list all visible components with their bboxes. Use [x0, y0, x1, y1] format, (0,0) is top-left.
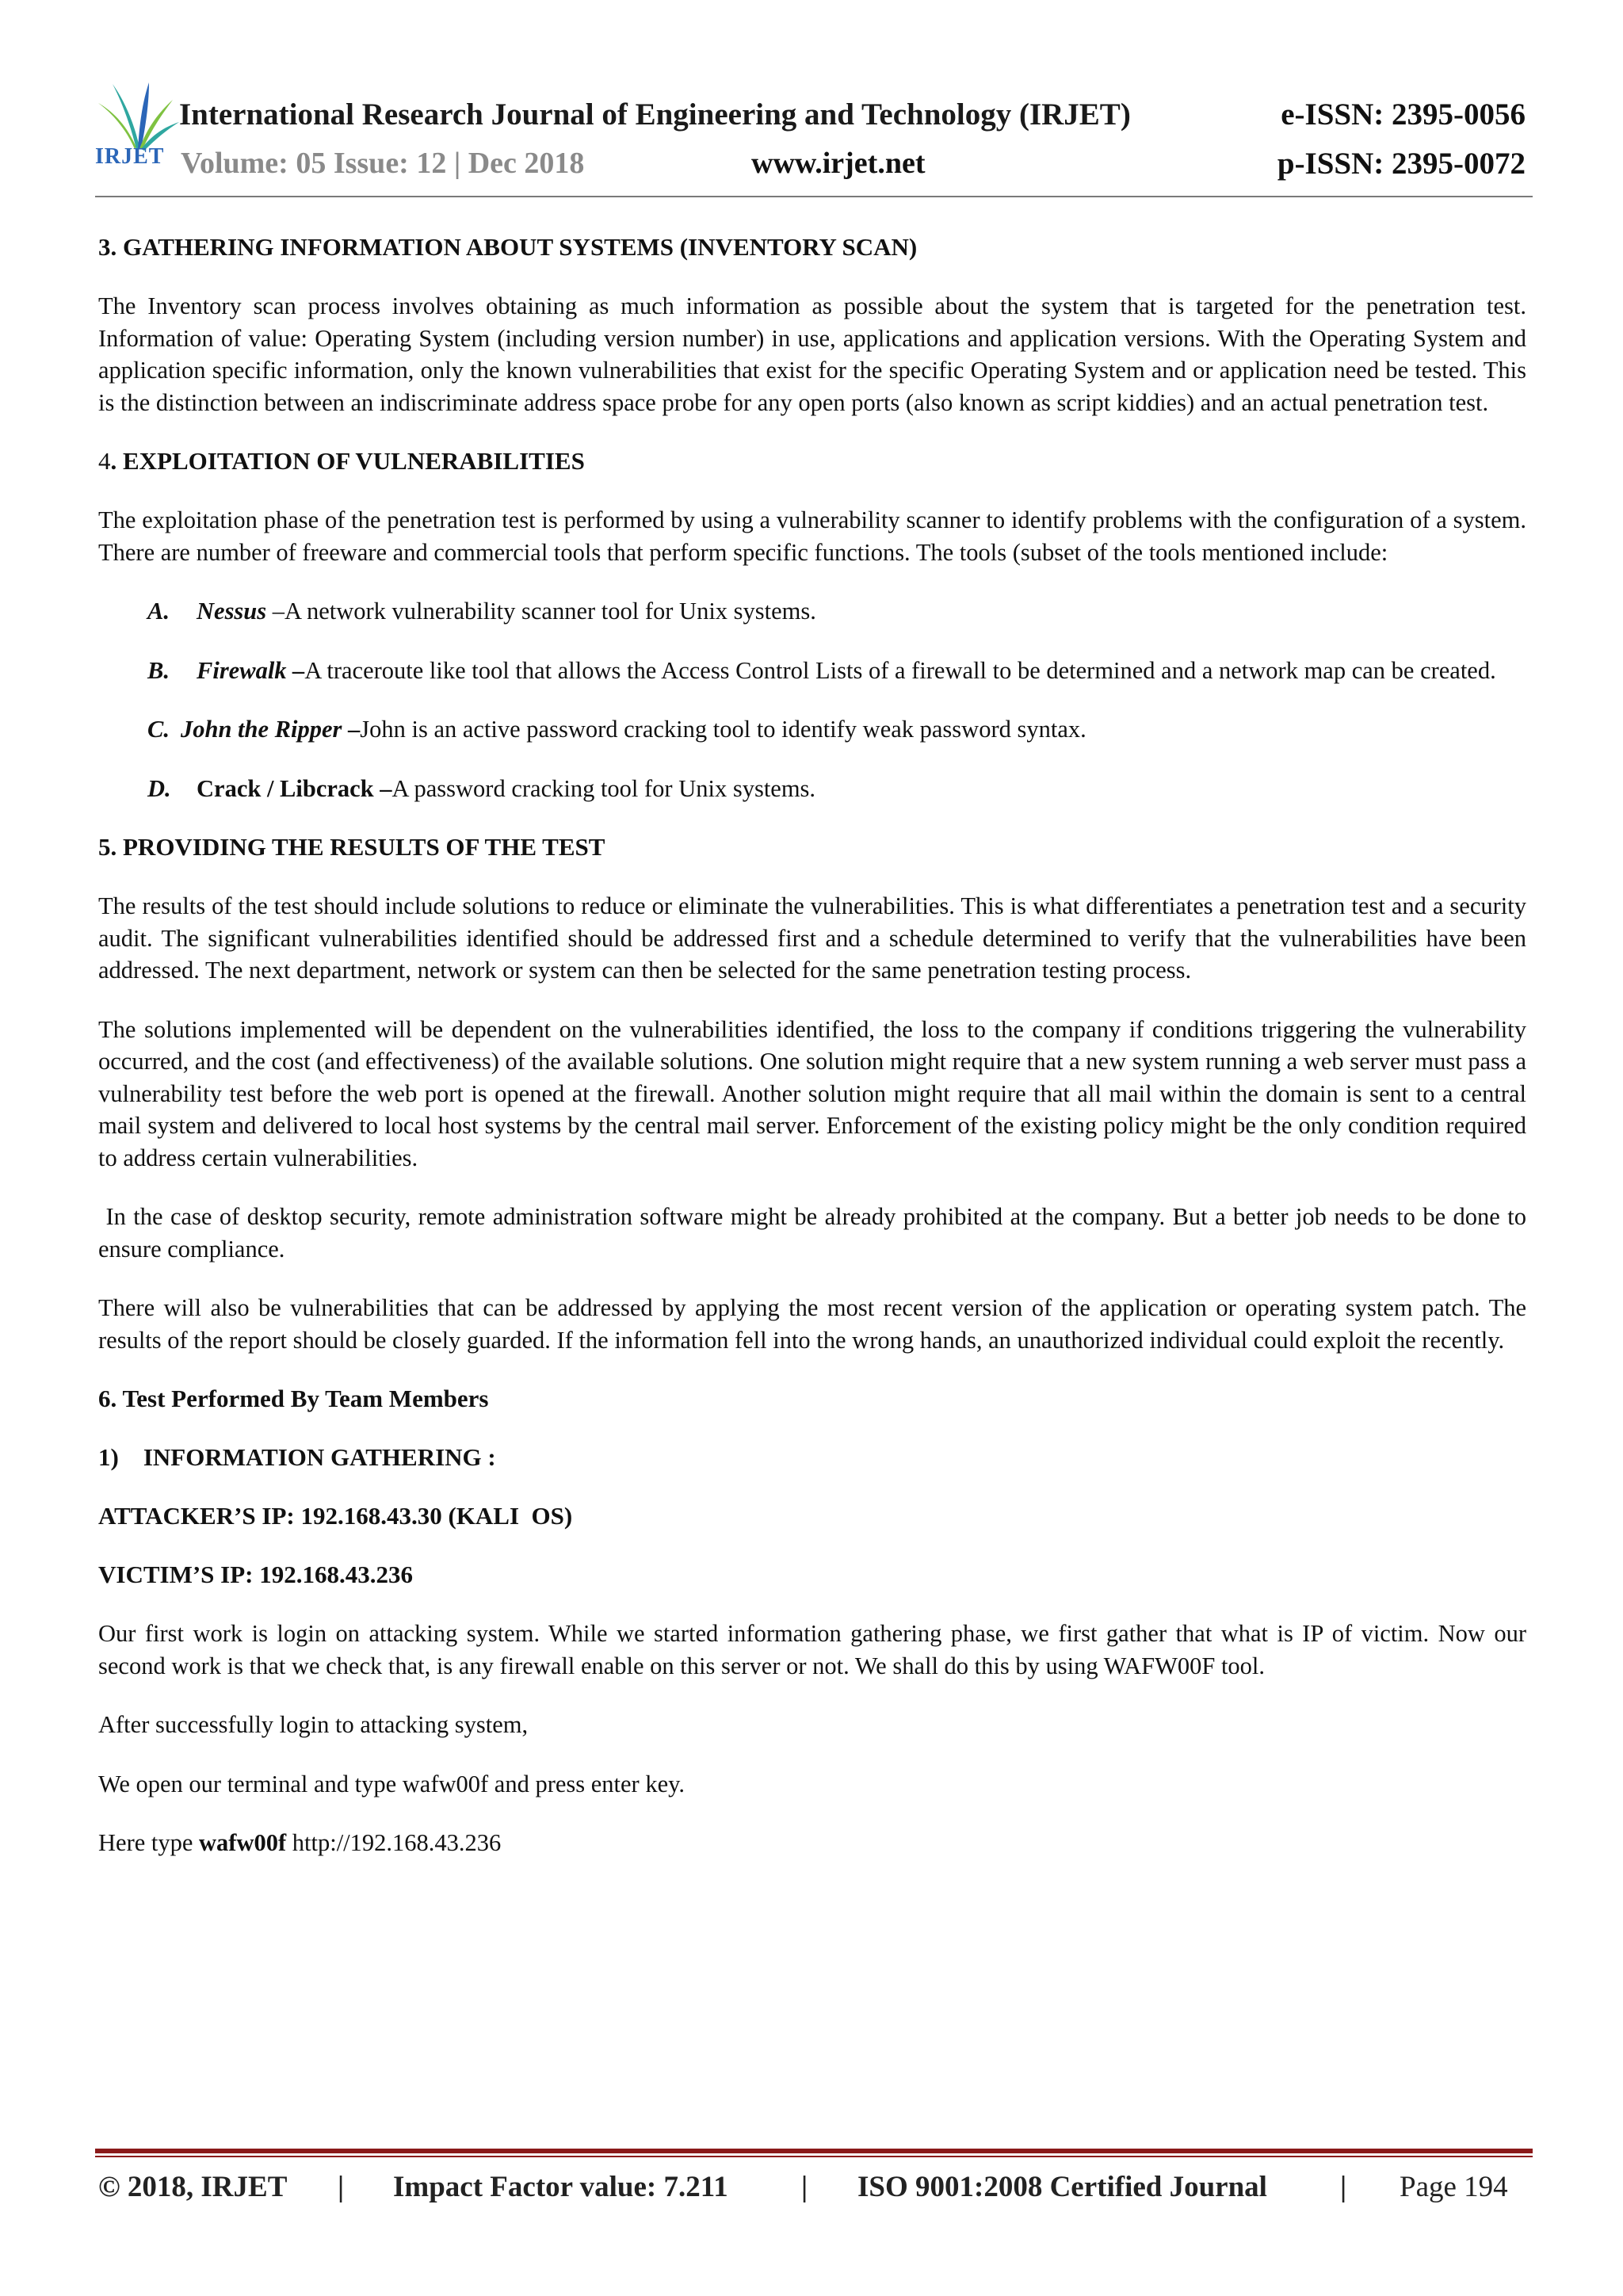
- list-item: [98, 595, 1526, 628]
- list-item: [98, 773, 1526, 805]
- tool-name: Firewalk –: [197, 656, 305, 684]
- tool-separator: –: [342, 716, 361, 743]
- section-5-paragraph-4: There will also be vulnerabilities that can be addressed by applying the most recent version of the application or operating system patch. The results of the report should be closely guarded. If the information fell into the wrong hands, an unauthorized individual could exploit the recently.: [98, 1294, 1526, 1354]
- section-5-paragraph-2: The solutions implemented will be dependent on the vulnerabilities identified, the loss to the company if conditions triggering the vulnerability occurred, and the cost (and effectiveness) of the available solutions. One solution might require that a new system running a web server must pass a vulnerability test before the web port is opened at the firewall. Another solution might require that all mail within the domain is sent to a central mail system and delivered to local host systems by the central mail server. Enforcement of the existing policy might be the only condition required to address certain vulnerabilities.: [98, 1015, 1526, 1171]
- tool-description: A password cracking tool for Unix systems.: [391, 774, 816, 802]
- eissn: e-ISSN: 2395-0056: [1281, 97, 1526, 132]
- section-4-paragraph: The exploitation phase of the penetration test is performed by using a vulnerability scanner to identify problems with the configuration of a system. There are number of freeware and commercial tools that perform specific functions. The tools (subset of the tools mentioned include:: [98, 506, 1526, 566]
- list-marker: A.: [147, 598, 170, 625]
- list-item: [98, 713, 1526, 746]
- footer-separator: |: [338, 2171, 345, 2203]
- subsection-information-gathering: 1) INFORMATION GATHERING :: [98, 1443, 496, 1471]
- section-4-heading: [98, 445, 1526, 477]
- list-marker: C.: [147, 716, 170, 743]
- section-3-paragraph: The Inventory scan process involves obtaining as much information as possible about the system that is targeted for the penetration test. Information of value: Operating System (including version number) in use, applications and application versions. With the Operating System and application specific information, only the known vulnerabilities that exist for the specific Operating System and or application need be tested. This is the distinction between an indiscriminate address space probe for any open ports (also known as script kiddies) and an actual penetration test.: [98, 292, 1526, 416]
- footer-rule-thin: [95, 2156, 1533, 2157]
- footer-separator: |: [801, 2171, 808, 2203]
- footer-iso: ISO 9001:2008 Certified Journal: [857, 2171, 1267, 2203]
- tools-list: [98, 595, 1526, 804]
- victim-ip: VICTIM’S IP: 192.168.43.236: [98, 1561, 413, 1588]
- tool-name: Nessus: [197, 598, 267, 625]
- list-marker: D.: [147, 774, 171, 802]
- section-6-heading: 6. Test Performed By Team Members: [98, 1385, 489, 1412]
- footer-copyright: © 2018, IRJET: [98, 2171, 288, 2203]
- command-name: wafw00f: [199, 1829, 287, 1856]
- tool-description: A traceroute like tool that allows the Access Control Lists of a firewall to be determined and a network map can be created.: [304, 656, 1496, 684]
- leaf-logo-icon: [94, 79, 181, 151]
- command-prefix: Here type: [98, 1829, 200, 1856]
- website-link[interactable]: www.irjet.net: [751, 147, 926, 180]
- pissn: p-ISSN: 2395-0072: [1277, 147, 1526, 181]
- section-5-paragraph-3: In the case of desktop security, remote administration software might be already prohibited at the company. But a better job needs to be done to ensure compliance.: [98, 1203, 1533, 1263]
- footer-impact-factor: Impact Factor value: 7.211: [393, 2171, 728, 2203]
- journal-title: International Research Journal of Engineering and Technology (IRJET): [179, 97, 1131, 132]
- section-4-number: 4: [98, 447, 111, 475]
- section-5-heading: 5. PROVIDING THE RESULTS OF THE TEST: [98, 833, 605, 861]
- section-3-heading: 3. GATHERING INFORMATION ABOUT SYSTEMS (INVENTORY SCAN): [98, 233, 918, 261]
- article-body: [98, 231, 1533, 1886]
- tool-description: –A network vulnerability scanner tool for Unix systems.: [266, 598, 816, 625]
- section-4-title: . EXPLOITATION OF VULNERABILITIES: [110, 447, 585, 475]
- tool-name: John the Ripper: [181, 716, 342, 743]
- section-5-paragraph-1: The results of the test should include solutions to reduce or eliminate the vulnerabilities. This is what differentiates a penetration test and a security audit. The significant vulnerabilities identified should be addressed first and a schedule determined to verify that the vulnerabilities have been addressed. The next department, network or system can then be selected for the same penetration testing process.: [98, 892, 1526, 984]
- section-6-paragraph-1: Our first work is login on attacking system. While we started information gathering phase, we first gather that what is IP of victim. Now our second work is that we check that, is any firewall enable on this server or not. We shall do this by using WAFW00F tool.: [98, 1620, 1526, 1679]
- list-marker: B.: [147, 656, 170, 684]
- section-6-paragraph-3: We open our terminal and type wafw00f and press enter key.: [98, 1770, 685, 1797]
- footer-separator: |: [1340, 2171, 1347, 2203]
- logo-text: IRJET: [95, 144, 165, 169]
- tool-description: John is an active password cracking tool to identify weak password syntax.: [360, 716, 1086, 743]
- command-url: http://192.168.43.236: [286, 1829, 502, 1856]
- section-6-paragraph-2: After successfully login to attacking system,: [98, 1711, 529, 1738]
- volume-info: Volume: 05 Issue: 12 | Dec 2018: [181, 147, 585, 180]
- irjet-logo: [94, 79, 181, 174]
- page-header: [0, 0, 1623, 206]
- list-item: [98, 655, 1526, 687]
- footer-rule-thick: [95, 2149, 1533, 2153]
- section-6-paragraph-4: [98, 1827, 1526, 1859]
- footer-page-number: Page 194: [1400, 2171, 1508, 2203]
- attacker-ip: ATTACKER’S IP: 192.168.43.30 (KALI OS): [98, 1502, 573, 1530]
- header-divider: [95, 196, 1533, 197]
- tool-name: Crack / Libcrack –: [197, 774, 392, 802]
